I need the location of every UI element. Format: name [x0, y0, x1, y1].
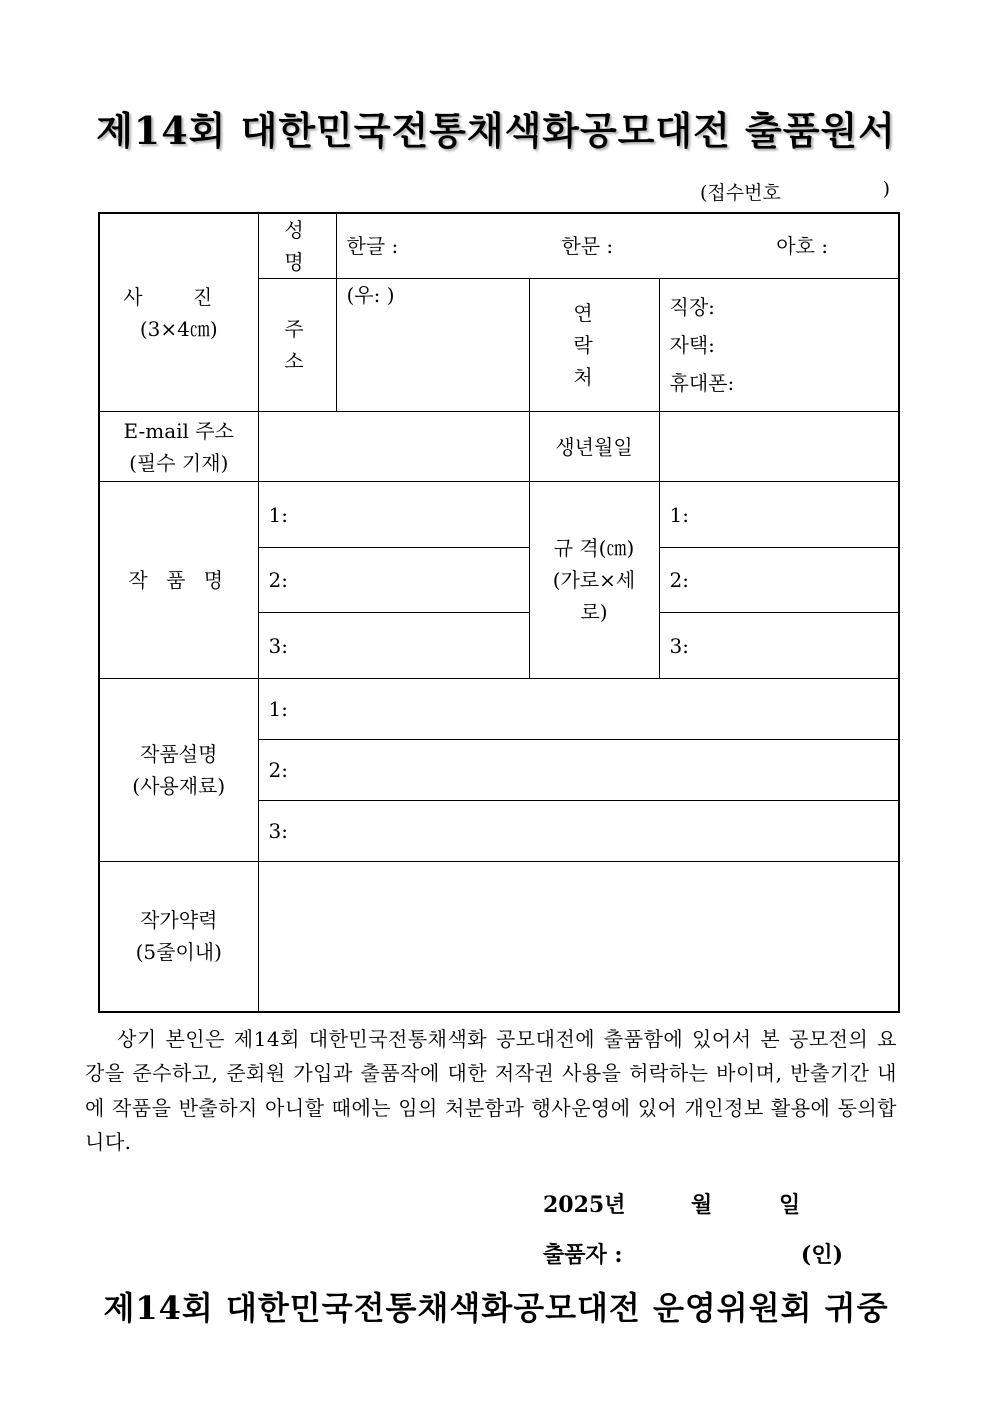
desc-field-1[interactable]: 1:: [258, 679, 899, 740]
bio-label: 작가약력: [140, 908, 218, 933]
size-note: (가로×세로): [552, 568, 636, 624]
name-label: 성 명: [258, 213, 336, 279]
name-cell[interactable]: [336, 213, 899, 279]
contact-mobile: 휴대폰:: [669, 371, 735, 395]
photo-cell[interactable]: [99, 213, 258, 412]
desc-field-3[interactable]: 3:: [258, 801, 899, 862]
seal-mark: (인): [800, 1242, 843, 1268]
size-label: 규 격(㎝): [553, 536, 635, 560]
contact-field[interactable]: [659, 279, 899, 412]
contact-label: 연 락 처: [529, 279, 659, 412]
date-year: 2025년: [543, 1192, 626, 1218]
name-hanja: 한문 :: [561, 234, 614, 258]
size-field-1[interactable]: 1:: [659, 482, 899, 548]
email-label: E-mail 주소: [123, 418, 234, 443]
email-note: (필수 기재): [129, 450, 229, 475]
photo-size: (3×4㎝): [139, 316, 218, 341]
signer-line: [543, 1238, 843, 1269]
birth-field[interactable]: [659, 412, 899, 482]
address-label: 주 소: [258, 279, 336, 412]
desc-label-cell: [99, 679, 258, 862]
postal-code: (우: ): [346, 283, 395, 307]
date-line: [543, 1188, 843, 1219]
photo-label: 사 진: [123, 284, 235, 309]
bio-field[interactable]: [258, 862, 899, 1012]
size-field-2[interactable]: 2:: [659, 548, 899, 613]
email-label-cell: [99, 412, 258, 482]
size-label-cell: [529, 482, 659, 679]
contact-home: 자택:: [669, 333, 715, 357]
work-field-2[interactable]: 2:: [258, 548, 529, 613]
receipt-number: [700, 178, 890, 205]
name-pen: 아호 :: [776, 234, 829, 258]
bio-label-cell: [99, 862, 258, 1012]
pledge-text: 상기 본인은 제14회 대한민국전통채색화 공모대전에 출품함에 있어서 본 공모전의 요강을 준수하고, 준회원 가입과 출품작에 대한 저작권 사용을 허락하는 바이며, 반출기간 내에 작품을 반출하지 아니할 때에는 임의 처분함과 행사운영에 있어 개인정보 활용에 동의합니다.: [85, 1027, 897, 1155]
size-field-3[interactable]: 3:: [659, 613, 899, 679]
works-label: 작 품 명: [99, 482, 258, 679]
desc-note: (사용재료): [132, 774, 226, 798]
receipt-label: (접수번호: [700, 182, 781, 204]
receipt-close: ): [882, 178, 890, 200]
contact-work: 직장:: [669, 295, 715, 319]
date-month: 월: [691, 1192, 713, 1218]
signer-label: 출품자 :: [543, 1242, 623, 1268]
email-field[interactable]: [258, 412, 529, 482]
bio-note: (5줄이내): [135, 940, 222, 965]
desc-field-2[interactable]: 2:: [258, 740, 899, 801]
addressee: 제14회 대한민국전통채색화공모대전 운영위원회 귀중: [103, 1289, 889, 1327]
date-day: 일: [779, 1192, 801, 1218]
application-form-table: [98, 212, 900, 1013]
name-hangul: 한글 :: [346, 234, 399, 258]
address-field[interactable]: [336, 279, 529, 412]
page-title: 제14회 대한민국전통채색화공모대전 출품원서: [96, 108, 896, 153]
desc-label: 작품설명: [140, 742, 218, 766]
birth-label: 생년월일: [529, 412, 659, 482]
work-field-3[interactable]: 3:: [258, 613, 529, 679]
work-field-1[interactable]: 1:: [258, 482, 529, 548]
